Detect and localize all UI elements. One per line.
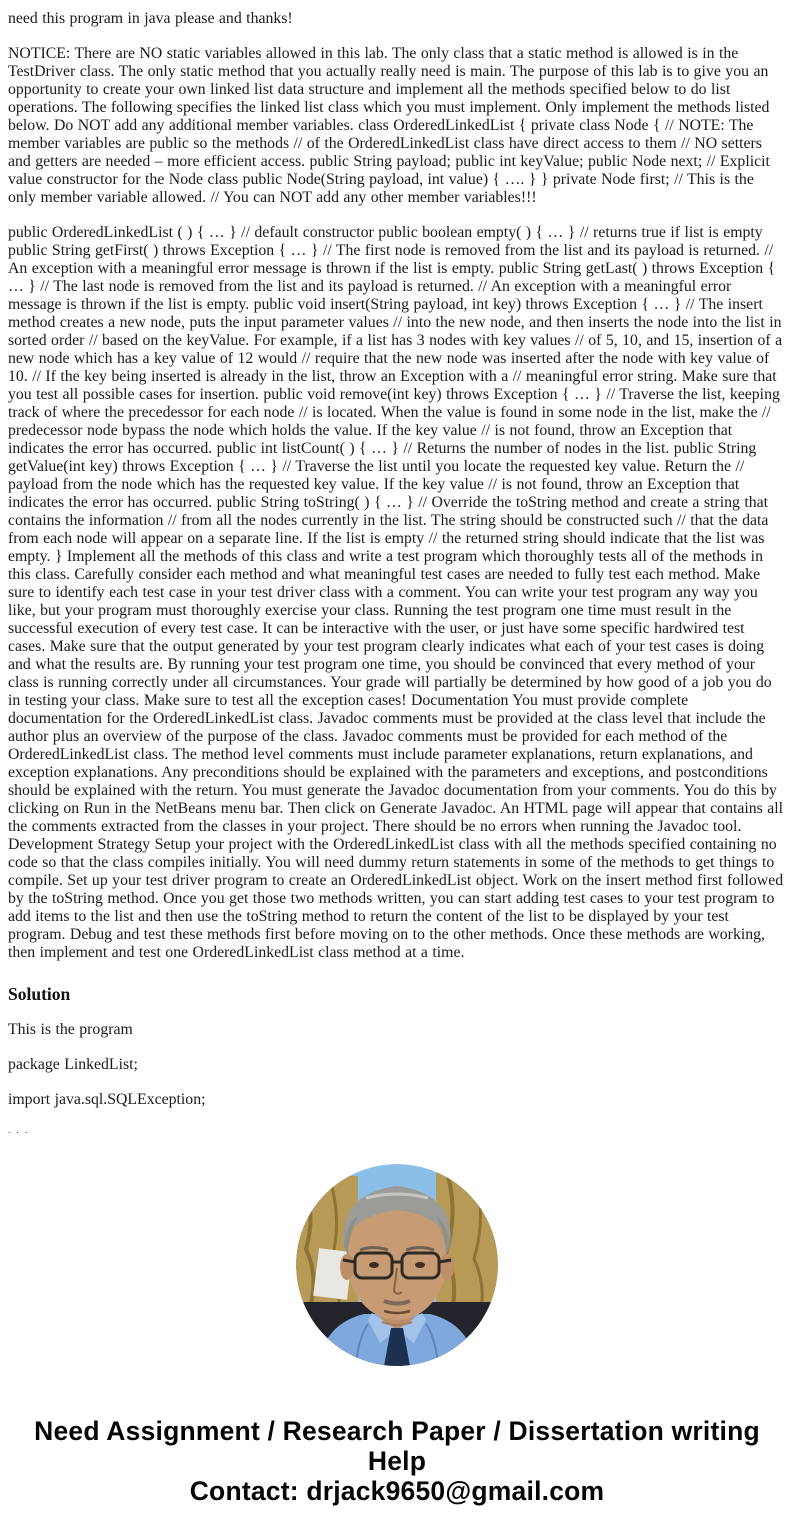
tutor-photo-illustration xyxy=(296,1164,498,1366)
intro-paragraph: need this program in java please and thanks! xyxy=(8,10,293,27)
spec-paragraph: public OrderedLinkedList ( ) { … } // default constructor public boolean empty( ) { … } // returns true if list is empty public String getFirst( ) throws Exception { … } // The first node is removed from the list and its payload is returned. // An exception with a meaningful error message is thrown if the list is empty. public String getLast( ) throws Exception { … } // The last node is removed from the list and its payload is returned. // An exception with a meaningful error message is thrown if the list is empty. public void insert(String payload, int key) throws Exception { … } // The insert method creates a new node, puts the input parameter values // into the new node, and then inserts the node into the list in sorted order // based on the keyValue. For example, if a list has 3 nodes with key values // of 5, 10, and 15, insertion of a new node which has a key value of 12 would // require that the new node was inserted after the node with key value of 10. // If the key being inserted is already in the list, throw an Exception with a // meaningful error string. Make sure that you test all possible cases for insertion. public void remove(int key) throws Exception { … } // Traverse the list, keeping track of where the precedessor for each node // is located. When the value is found in some node in the list, make the // predecessor node bypass the node which holds the value. If the key value // is not found, throw an Exception that indicates the error has occurred. public int listCount( ) { … } // Returns the number of nodes in the list. public String getValue(int key) throws Exception { … } // Traverse the list until you locate the requested key value. Return the // payload from the node which has the requested key value. If the key value // is not found, throw an Exception that indicates the error has occurred. public String toString( ) { … } // Override the toString method and create a string that contains the information // from all the nodes currently in the list. The string should be constructed such // that the data from each node will appear on a separate line. If the list is empty // the returned string should indicate that the list was empty. } Implement all the methods of this class and write a test program which thoroughly tests all of the methods in this class. Carefully consider each method and what meaningful test cases are needed to fully test each method. Make sure to identify each test case in your test driver class with a comment. You can write your test program any way you like, but your program must thoroughly exercise your class. Running the test program one time must result in the successful execution of every test case. It can be interactive with the user, or just have some specific hardwired test cases. Make sure that the output generated by your test program clearly indicates what each of your test cases is doing and what the results are. By running your test program one time, you should be convinced that every method of your class is running correctly under all circumstances. Your grade will partially be determined by how good of a job you do in testing your class. Make sure to test all the exception cases! Documentation You must provide complete documentation for the OrderedLinkedList class. Javadoc comments must be provided at the class level that include the author plus an overview of the purpose of the class. Javadoc comments must be provided for each method of the OrderedLinkedList class. The method level comments must include parameter explanations, return explanations, and exception explanations. Any preconditions should be explained with the parameters and exceptions, and postconditions should be explained with the return. You must generate the Javadoc documentation from your comments. You do this by clicking on Run in the NetBeans menu bar. Then click on Generate Javadoc. An HTML page will appear that contains all the comments extracted from the classes in your project. There should be no errors when running the Javadoc tool. Development Strategy Setup your project with the OrderedLinkedList class with all the methods specified containing no code so that the class compiles initially. You will need dummy return statements in some of the methods to get things to compile. Set up your test driver program to create an OrderedLinkedList object. Work on the insert method first followed by the toString method. Once you get those two methods written, you can start adding test cases to your test program to add items to the list and then use the toString method to return the content of the list to be displayed by your test program. Debug and test these methods first before moving on to the other methods. Once these methods are working, then implement and test one OrderedLinkedList class method at a time. xyxy=(8,224,784,961)
footer-banner xyxy=(8,1416,786,1506)
code-package-line: package LinkedList; xyxy=(8,1056,138,1073)
solution-heading: Solution xyxy=(8,984,71,1004)
footer-help-text: Need Assignment / Research Paper / Dissertation writing Help xyxy=(34,1416,760,1476)
tutor-photo xyxy=(296,1164,498,1366)
code-import-line: import java.sql.SQLException; xyxy=(8,1091,206,1108)
solution-intro-line: This is the program xyxy=(8,1021,133,1038)
notice-paragraph: NOTICE: There are NO static variables allowed in this lab. The only class that a static method is allowed is in the TestDriver class. The only static method that you actually really need is main. The purpose of this lab is to give you an opportunity to create your own linked list data structure and implement all the methods specified below to do list operations. The following specifies the linked list class which you must implement. Only implement the methods listed below. Do NOT add any additional member variables. class OrderedLinkedList { private class Node { // NOTE: The member variables are public so the methods // of the OrderedLinkedList class have direct access to them // NO setters and getters are needed – more efficient access. public String payload; public int keyValue; public Node next; // Explicit value constructor for the Node class public Node(String payload, int value) { …. } } private Node first; // This is the only member variable allowed. // You can NOT add any other member variables!!! xyxy=(8,45,770,206)
avatar-container xyxy=(8,1164,786,1366)
footer-contact-text: Contact: drjack9650@gmail.com xyxy=(189,1476,605,1506)
truncated-code-line: . . . xyxy=(8,1126,30,1134)
